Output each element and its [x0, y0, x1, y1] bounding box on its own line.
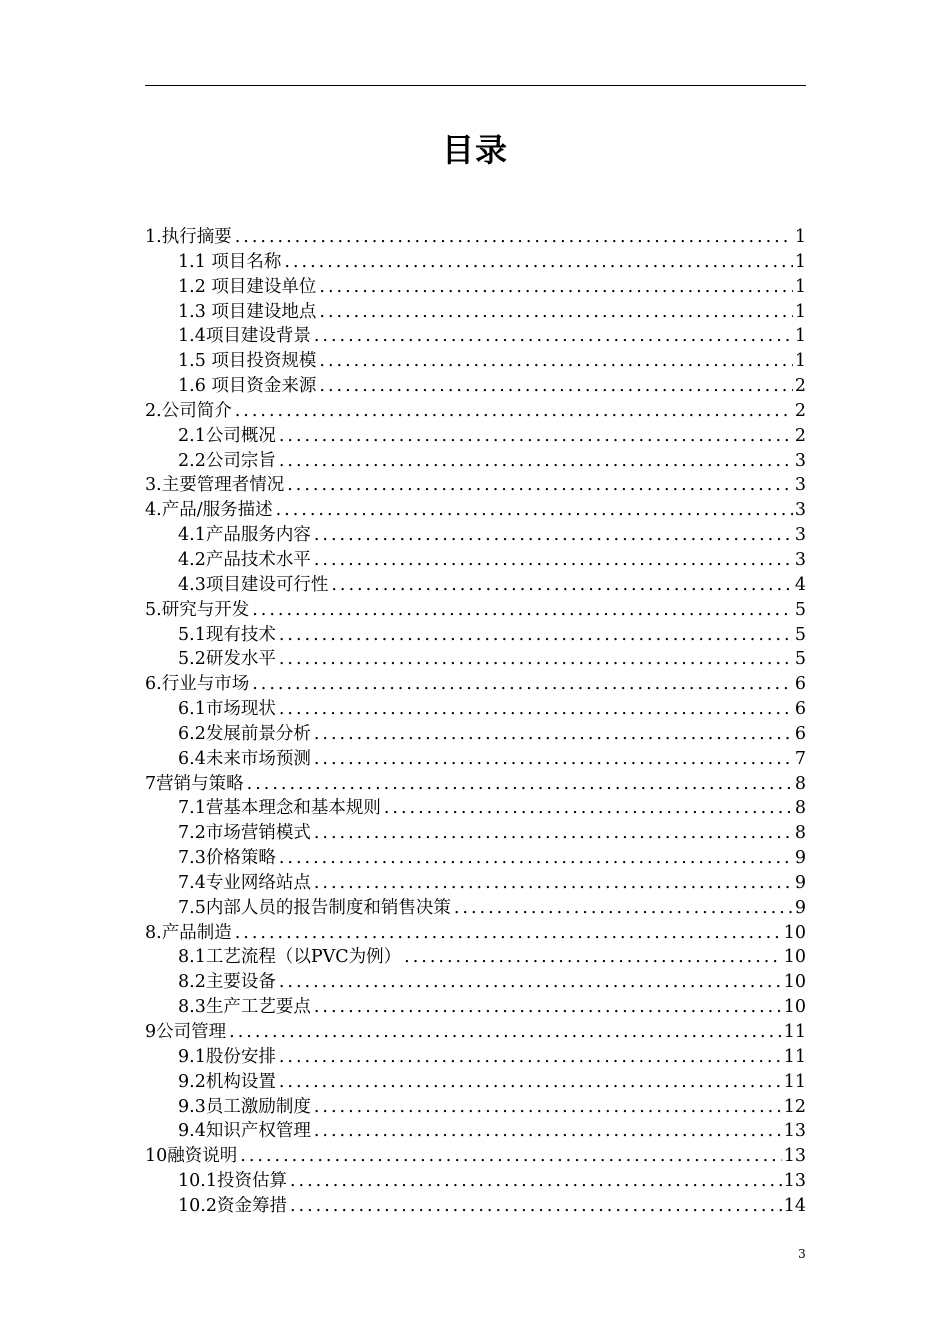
toc-entry-label: 1.3 项目建设地点	[178, 301, 317, 322]
toc-entry-label: 9公司管理	[145, 1022, 227, 1042]
toc-entry-page: 1	[794, 251, 806, 272]
toc-entry-page: 1	[794, 326, 806, 347]
toc-entry[interactable]	[145, 374, 806, 399]
toc-entry[interactable]	[145, 1070, 806, 1095]
toc-entry-page: 13	[783, 1171, 806, 1192]
toc-entry[interactable]	[145, 672, 806, 697]
toc-dot-leader	[279, 1070, 782, 1095]
toc-entry[interactable]	[145, 324, 806, 349]
toc-entry-label: 9.3员工激励制度	[178, 1096, 311, 1117]
toc-entry[interactable]	[145, 945, 806, 970]
toc-dot-leader	[240, 1144, 781, 1169]
toc-dot-leader	[279, 846, 793, 871]
toc-entry-label: 4.1产品服务内容	[178, 525, 311, 546]
toc-entry-page: 8	[794, 773, 806, 794]
toc-entry-label: 1.6 项目资金来源	[178, 376, 317, 397]
toc-entry[interactable]	[145, 623, 806, 648]
toc-entry[interactable]	[145, 871, 806, 896]
toc-entry-page: 2	[794, 400, 806, 421]
page-number: 3	[798, 1247, 806, 1261]
toc-entry[interactable]	[145, 747, 806, 772]
toc-dot-leader	[252, 598, 793, 623]
toc-entry[interactable]	[145, 449, 806, 474]
toc-dot-leader	[284, 250, 792, 275]
toc-entry-label: 10.1投资估算	[178, 1171, 287, 1192]
toc-entry-page: 3	[794, 475, 806, 496]
toc-entry[interactable]	[145, 349, 806, 374]
toc-entry-page: 10	[783, 972, 806, 993]
toc-entry-label: 4.2产品技术水平	[178, 549, 311, 570]
toc-entry-page: 8	[794, 823, 806, 844]
toc-dot-leader	[279, 1045, 782, 1070]
toc-dot-leader	[314, 747, 793, 772]
toc-entry[interactable]	[145, 275, 806, 300]
toc-entry-page: 13	[783, 1121, 806, 1142]
toc-entry-label: 8.2主要设备	[178, 972, 276, 993]
toc-entry-label: 7.4专业网络站点	[178, 872, 311, 893]
toc-entry-page: 8	[794, 798, 806, 819]
toc-entry[interactable]	[145, 399, 806, 424]
toc-entry-page: 3	[794, 500, 806, 521]
toc-entry-label: 9.2机构设置	[178, 1071, 276, 1092]
toc-entry-page: 9	[794, 897, 806, 918]
toc-entry-label: 1.5 项目投资规模	[178, 351, 317, 372]
toc-dot-leader	[279, 623, 793, 648]
toc-entry-page: 9	[794, 872, 806, 893]
toc-entry[interactable]	[145, 995, 806, 1020]
toc-dot-leader	[319, 300, 792, 325]
toc-entry[interactable]	[145, 1095, 806, 1120]
toc-entry-page: 3	[794, 450, 806, 471]
toc-entry[interactable]	[145, 821, 806, 846]
toc-entry-page: 3	[794, 549, 806, 570]
toc-entry-label: 5.2研发水平	[178, 649, 276, 670]
toc-entry[interactable]	[145, 921, 806, 946]
toc-entry-label: 9.4知识产权管理	[178, 1121, 311, 1142]
toc-entry-page: 6	[794, 674, 806, 695]
toc-entry-label: 10融资说明	[145, 1146, 238, 1167]
toc-entry-label: 7.3价格策略	[178, 848, 276, 869]
toc-entry-page: 14	[783, 1195, 806, 1216]
toc-dot-leader	[314, 324, 793, 349]
toc-entry[interactable]	[145, 523, 806, 548]
toc-dot-leader	[279, 647, 793, 672]
toc-dot-leader	[384, 796, 793, 821]
toc-entry-label: 7.5内部人员的报告制度和销售决策	[178, 897, 451, 918]
toc-entry-page: 5	[794, 649, 806, 670]
toc-entry-page: 6	[794, 699, 806, 720]
toc-entry[interactable]	[145, 722, 806, 747]
toc-entry-page: 1	[794, 276, 806, 297]
toc-entry-page: 1	[794, 351, 806, 372]
toc-dot-leader	[314, 821, 793, 846]
toc-entry[interactable]	[145, 1169, 806, 1194]
toc-entry[interactable]	[145, 548, 806, 573]
toc-entry-label: 4.3项目建设可行性	[178, 574, 329, 595]
toc-dot-leader	[235, 399, 793, 424]
toc-entry-label: 2.2公司宗旨	[178, 450, 276, 471]
toc-dot-leader	[287, 473, 793, 498]
toc-entry-label: 10.2资金筹措	[178, 1195, 287, 1216]
toc-entry-page: 12	[783, 1096, 806, 1117]
toc-entry-label: 4.产品/服务描述	[145, 500, 273, 521]
toc-entry-page: 3	[794, 525, 806, 546]
toc-dot-leader	[247, 772, 793, 797]
toc-dot-leader	[314, 548, 793, 573]
toc-dot-leader	[290, 1169, 782, 1194]
toc-dot-leader	[279, 424, 793, 449]
toc-entry-label: 6.1市场现状	[178, 699, 276, 720]
toc-dot-leader	[314, 1119, 782, 1144]
toc-dot-leader	[229, 1020, 782, 1045]
header-rule	[145, 85, 806, 86]
toc-dot-leader	[331, 573, 793, 598]
toc-dot-leader	[279, 697, 793, 722]
toc-entry-page: 7	[794, 748, 806, 769]
toc-dot-leader	[290, 1194, 782, 1219]
toc-dot-leader	[235, 921, 782, 946]
toc-dot-leader	[314, 995, 782, 1020]
toc-entry[interactable]	[145, 1119, 806, 1144]
toc-dot-leader	[276, 498, 793, 523]
toc-entry-page: 10	[783, 922, 806, 943]
toc-entry-label: 7.1营基本理念和基本规则	[178, 798, 381, 819]
toc-entry[interactable]	[145, 300, 806, 325]
toc-entry[interactable]	[145, 647, 806, 672]
toc-dot-leader	[252, 672, 793, 697]
toc-dot-leader	[314, 523, 793, 548]
toc-dot-leader	[319, 374, 792, 399]
toc-entry-label: 7营销与策略	[145, 773, 244, 794]
toc-entry-page: 4	[794, 574, 806, 595]
toc-entry-page: 11	[783, 1046, 806, 1067]
toc-entry[interactable]	[145, 473, 806, 498]
toc-entry-label: 8.产品制造	[145, 922, 232, 943]
toc-entry[interactable]	[145, 772, 806, 797]
toc-entry[interactable]	[145, 846, 806, 871]
toc-entry-label: 8.1工艺流程（以PVC为例）	[178, 947, 402, 968]
toc-entry[interactable]	[145, 970, 806, 995]
toc-entry-label: 9.1股份安排	[178, 1046, 276, 1067]
toc-entry-page: 6	[794, 723, 806, 744]
toc-entry-label: 6.4未来市场预测	[178, 748, 311, 769]
toc-entry[interactable]	[145, 1194, 806, 1219]
toc-dot-leader	[314, 722, 793, 747]
toc-entry-label: 1.执行摘要	[145, 227, 232, 247]
toc-dot-leader	[314, 871, 793, 896]
toc-entry[interactable]	[145, 250, 806, 275]
toc-entry[interactable]	[145, 498, 806, 523]
toc-entry-label: 6.2发展前景分析	[178, 723, 311, 744]
toc-entry-page: 10	[783, 997, 806, 1018]
page-title: 目录	[441, 131, 508, 169]
toc-entry-page: 10	[783, 947, 806, 968]
toc-entry-page: 13	[783, 1146, 806, 1167]
toc-entry[interactable]	[145, 896, 806, 921]
toc-entry[interactable]	[145, 598, 806, 623]
toc-entry-label: 1.1 项目名称	[178, 251, 282, 272]
toc-dot-leader	[454, 896, 793, 921]
table-of-contents	[145, 225, 806, 1219]
toc-dot-leader	[319, 275, 792, 300]
toc-entry-label: 5.研究与开发	[145, 599, 250, 620]
toc-entry-label: 7.2市场营销模式	[178, 823, 311, 844]
toc-entry-page: 2	[794, 425, 806, 446]
toc-entry-label: 8.3生产工艺要点	[178, 997, 311, 1018]
toc-entry[interactable]	[145, 697, 806, 722]
toc-dot-leader	[404, 945, 782, 970]
toc-entry[interactable]	[145, 424, 806, 449]
toc-entry-label: 6.行业与市场	[145, 674, 250, 695]
toc-entry[interactable]	[145, 225, 806, 250]
toc-entry[interactable]	[145, 796, 806, 821]
toc-entry-page: 11	[783, 1071, 806, 1092]
toc-entry-label: 1.4项目建设背景	[178, 326, 311, 347]
toc-entry-page: 2	[794, 376, 806, 397]
toc-dot-leader	[314, 1095, 782, 1120]
toc-entry-page: 5	[794, 624, 806, 645]
toc-entry-page: 9	[794, 848, 806, 869]
toc-entry-page: 5	[794, 599, 806, 620]
toc-dot-leader	[319, 349, 792, 374]
toc-entry[interactable]	[145, 1144, 806, 1169]
toc-entry-page: 1	[794, 301, 806, 322]
toc-entry[interactable]	[145, 1020, 806, 1045]
toc-entry[interactable]	[145, 573, 806, 598]
toc-entry[interactable]	[145, 1045, 806, 1070]
toc-dot-leader	[279, 449, 793, 474]
toc-dot-leader	[235, 225, 793, 250]
toc-entry-label: 2.公司简介	[145, 400, 232, 421]
toc-entry-label: 5.1现有技术	[178, 624, 276, 645]
toc-entry-label: 2.1公司概况	[178, 425, 276, 446]
toc-entry-label: 1.2 项目建设单位	[178, 276, 317, 297]
toc-entry-page: 11	[783, 1022, 806, 1042]
toc-dot-leader	[279, 970, 782, 995]
toc-entry-page: 1	[794, 227, 806, 247]
toc-entry-label: 3.主要管理者情况	[145, 475, 285, 496]
